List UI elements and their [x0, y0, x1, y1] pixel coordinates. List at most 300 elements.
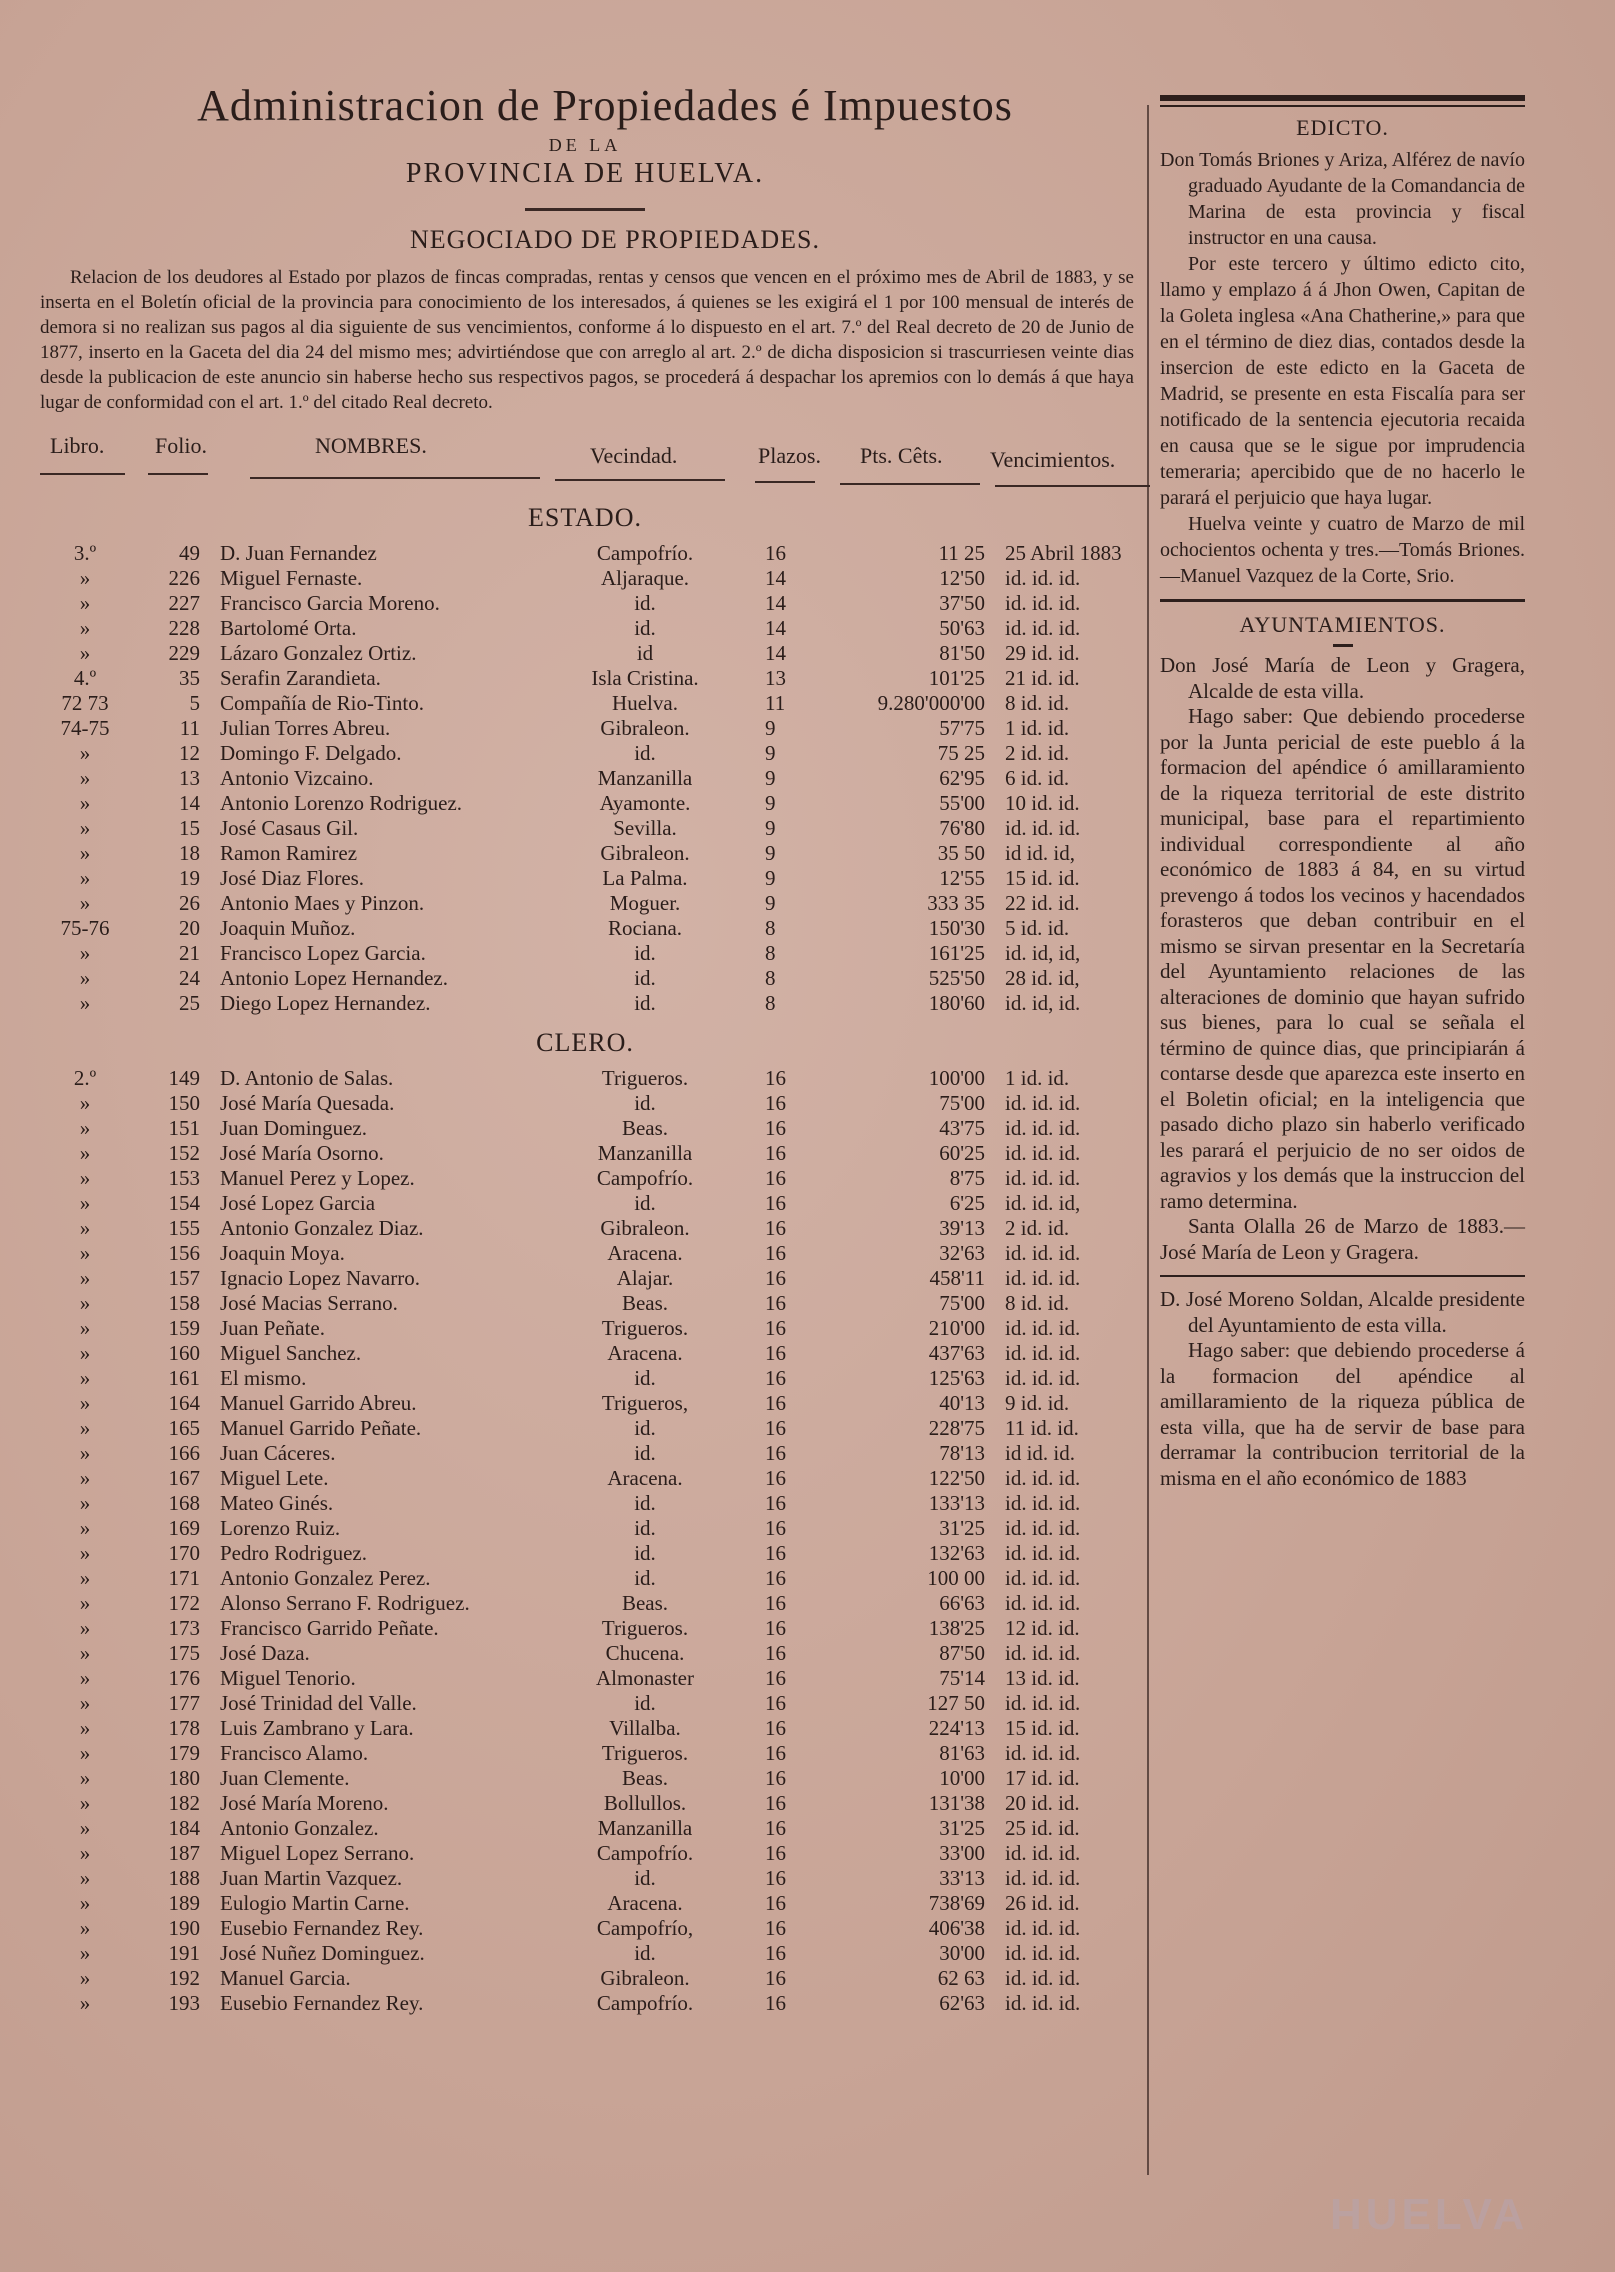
- nombre-cell: Lázaro Gonzalez Ortiz.: [220, 641, 417, 665]
- folio-cell: 160: [168, 1341, 200, 1365]
- pts-cell: 81'63: [939, 1741, 985, 1765]
- vencimiento-cell: 15 id. id.: [1005, 1716, 1080, 1740]
- vecindad-cell: id.: [634, 1366, 656, 1390]
- estado-heading: ESTADO.: [528, 503, 642, 532]
- libro-cell: »: [79, 1666, 91, 1690]
- pts-cell: 81'50: [939, 641, 985, 665]
- vecindad-cell: Aracena.: [607, 1241, 683, 1265]
- vecindad-cell: id.: [634, 591, 656, 615]
- libro-cell: »: [79, 641, 91, 665]
- plazos-cell: 9: [765, 766, 776, 790]
- table-row: [30, 1091, 1140, 1116]
- folio-cell: 166: [168, 1441, 200, 1465]
- table-row: [30, 1816, 1140, 1841]
- vencimiento-cell: 13 id. id.: [1005, 1666, 1080, 1690]
- vecindad-cell: Gibraleon.: [600, 716, 690, 740]
- plazos-cell: 16: [765, 1166, 786, 1190]
- plazos-cell: 8: [765, 916, 776, 940]
- nombre-cell: Juan Martin Vazquez.: [220, 1866, 403, 1890]
- plazos-cell: 16: [765, 1666, 786, 1690]
- nombre-cell: Ignacio Lopez Navarro.: [220, 1266, 420, 1290]
- table-row: [30, 1591, 1140, 1616]
- plazos-cell: 9: [765, 716, 776, 740]
- vecindad-cell: Sevilla.: [613, 816, 677, 840]
- table-row: [30, 1441, 1140, 1466]
- vencimiento-cell: 1 id. id.: [1005, 1066, 1070, 1090]
- vencimiento-cell: id. id. id.: [1005, 1316, 1081, 1340]
- plazos-cell: 16: [765, 1791, 786, 1815]
- vencimiento-cell: 11 id. id.: [1005, 1416, 1079, 1440]
- libro-cell: »: [79, 1241, 91, 1265]
- folio-cell: 182: [168, 1791, 200, 1815]
- vencimiento-cell: id. id. id.: [1005, 1241, 1081, 1265]
- folio-cell: 190: [168, 1916, 200, 1940]
- santa-olalla-signature: Santa Olalla 26 de Marzo de 1883.—José María de Leon y Gragera.: [1160, 1214, 1525, 1264]
- table-row: [30, 1516, 1140, 1541]
- nombre-cell: Francisco Lopez Garcia.: [220, 941, 426, 965]
- pts-cell: 738'69: [928, 1891, 985, 1915]
- pts-cell: 62 63: [937, 1966, 985, 1990]
- libro-cell: »: [79, 816, 91, 840]
- vencimiento-cell: 20 id. id.: [1005, 1791, 1080, 1815]
- plazos-cell: 16: [765, 1641, 786, 1665]
- plazos-cell: 9: [765, 866, 776, 890]
- pts-cell: 87'50: [939, 1641, 985, 1665]
- nombre-cell: Eusebio Fernandez Rey.: [220, 1916, 424, 1940]
- notice-divider: [1160, 1275, 1525, 1277]
- pts-cell: 32'63: [939, 1241, 985, 1265]
- nombre-cell: Juan Clemente.: [220, 1766, 350, 1790]
- folio-cell: 167: [168, 1466, 200, 1490]
- folio-cell: 226: [168, 566, 200, 590]
- vencimiento-cell: 12 id. id.: [1005, 1616, 1080, 1640]
- folio-cell: 170: [168, 1541, 200, 1565]
- folio-cell: 26: [179, 891, 200, 915]
- vencimiento-cell: id. id. id.: [1005, 1691, 1081, 1715]
- vencimiento-cell: 29 id. id.: [1005, 641, 1080, 665]
- folio-cell: 164: [168, 1391, 200, 1415]
- folio-cell: 165: [168, 1416, 200, 1440]
- pts-cell: 75'00: [939, 1291, 985, 1315]
- libro-cell: »: [79, 1966, 91, 1990]
- plazos-cell: 16: [765, 1191, 786, 1215]
- plazos-cell: 9: [765, 816, 776, 840]
- pts-cell: 62'95: [939, 766, 985, 790]
- libro-cell: »: [79, 941, 91, 965]
- pts-cell: 161'25: [928, 941, 985, 965]
- vecindad-cell: Manzanilla: [597, 1141, 693, 1165]
- nombre-cell: Diego Lopez Hernandez.: [220, 991, 431, 1015]
- vencimiento-cell: 2 id. id.: [1005, 1216, 1070, 1240]
- vencimiento-cell: id. id. id.: [1005, 1366, 1081, 1390]
- libro-cell: »: [79, 1366, 91, 1390]
- pts-cell: 525'50: [928, 966, 985, 990]
- libro-cell: »: [79, 1141, 91, 1165]
- vencimiento-cell: 25 Abril 1883: [1005, 541, 1122, 565]
- folio-cell: 157: [168, 1266, 200, 1290]
- folio-cell: 177: [168, 1691, 200, 1715]
- table-row: [30, 691, 1140, 716]
- libro-cell: »: [79, 1566, 91, 1590]
- plazos-cell: 16: [765, 1541, 786, 1565]
- plazos-cell: 16: [765, 1341, 786, 1365]
- libro-cell: »: [79, 741, 91, 765]
- vecindad-cell: Campofrío.: [596, 1166, 694, 1190]
- folio-cell: 14: [179, 791, 200, 815]
- vecindad-cell: Trigueros.: [601, 1616, 689, 1640]
- plazos-cell: 16: [765, 1841, 786, 1865]
- libro-cell: »: [79, 1491, 91, 1515]
- nombre-cell: Juan Dominguez.: [220, 1116, 367, 1140]
- pts-cell: 210'00: [928, 1316, 985, 1340]
- plazos-cell: 16: [765, 1941, 786, 1965]
- plazos-cell: 16: [765, 1316, 786, 1340]
- nombre-cell: Miguel Lopez Serrano.: [220, 1841, 415, 1865]
- nombre-cell: Francisco Garrido Peñate.: [220, 1616, 439, 1640]
- edicto-heading: EDICTO.: [1296, 115, 1389, 140]
- nombre-cell: Francisco Garcia Moreno.: [220, 591, 440, 615]
- vencimiento-cell: id. id. id.: [1005, 1341, 1081, 1365]
- nombre-cell: Bartolomé Orta.: [220, 616, 357, 640]
- vencimiento-cell: 2 id. id.: [1005, 741, 1070, 765]
- plazos-cell: 16: [765, 1091, 786, 1115]
- table-row: [30, 1491, 1140, 1516]
- title-connector: DE LA: [548, 135, 622, 155]
- plazos-cell: 16: [765, 1441, 786, 1465]
- watermark-logo: HUELVA: [1330, 2190, 1529, 2239]
- vecindad-cell: id.: [634, 1441, 656, 1465]
- vecindad-cell: id.: [634, 966, 656, 990]
- page-title: Administracion de Propiedades é Impuestos: [197, 81, 1013, 130]
- vecindad-cell: id.: [634, 1541, 656, 1565]
- folio-cell: 161: [168, 1366, 200, 1390]
- ayuntamientos-heading: AYUNTAMIENTOS.: [1239, 612, 1446, 637]
- plazos-cell: 16: [765, 1916, 786, 1940]
- folio-cell: 178: [168, 1716, 200, 1740]
- libro-cell: 4.º: [73, 666, 97, 690]
- plazos-cell: 16: [765, 1241, 786, 1265]
- header-rule: [148, 473, 208, 475]
- libro-cell: 3.º: [73, 541, 97, 565]
- pts-cell: 138'25: [928, 1616, 985, 1640]
- title-divider: [525, 208, 645, 211]
- nombre-cell: José Casaus Gil.: [220, 816, 359, 840]
- table-row: [30, 1241, 1140, 1266]
- vecindad-cell: Aracena.: [607, 1341, 683, 1365]
- folio-cell: 191: [168, 1941, 200, 1965]
- vencimiento-cell: id. id. id.: [1005, 1091, 1081, 1115]
- table-row: [30, 1766, 1140, 1791]
- pts-cell: 150'30: [928, 916, 985, 940]
- vencimiento-cell: id. id. id.: [1005, 1141, 1081, 1165]
- plazos-cell: 16: [765, 1391, 786, 1415]
- vecindad-cell: id.: [634, 1691, 656, 1715]
- table-header: [30, 423, 1140, 493]
- pts-cell: 66'63: [939, 1591, 985, 1615]
- table-row: [30, 1291, 1140, 1316]
- folio-cell: 189: [168, 1891, 200, 1915]
- table-row: [30, 1116, 1140, 1141]
- vecindad-cell: Gibraleon.: [600, 1216, 690, 1240]
- plazos-cell: 9: [765, 891, 776, 915]
- folio-cell: 156: [168, 1241, 200, 1265]
- folio-cell: 151: [168, 1116, 200, 1140]
- col-pts: Pts. Cêts.: [860, 443, 943, 468]
- vecindad-cell: Gibraleon.: [600, 1966, 690, 1990]
- vencimiento-cell: id. id. id.: [1005, 1916, 1081, 1940]
- table-row: [30, 716, 1140, 741]
- pts-cell: 8'75: [949, 1166, 985, 1190]
- libro-cell: »: [79, 1291, 91, 1315]
- vencimiento-cell: id. id, id,: [1005, 941, 1081, 965]
- plazos-cell: 16: [765, 1516, 786, 1540]
- table-row: [30, 1666, 1140, 1691]
- pts-cell: 76'80: [939, 816, 985, 840]
- nombre-cell: José María Quesada.: [220, 1091, 395, 1115]
- folio-cell: 21: [179, 941, 200, 965]
- vencimiento-cell: id id. id,: [1005, 841, 1076, 865]
- libro-cell: »: [79, 1116, 91, 1140]
- santa-olalla-text: Hago saber: Que debiendo procederse por la Junta pericial de este pueblo á la formacion del apéndice ó amillaramiento de la riqueza territorial de este distrito municipal, base para el repartimiento individual correspondiente al año económico de 1883 á 84, en su virtud prevengo á todos los vecinos y hacendados forasteros que deban contribuir en el mismo se sirvan presentar en la Secretaría del Ayuntamiento relaciones de las alteraciones de dominio que hayan sufrido sus bienes, para lo cual se señala el término de quince dias, que principiarán á contarse desde que aparezca este inserto en el Boletin oficial; en la inteligencia que pasado dicho plazo sin haberlo verificado les parará el perjuicio de no ser oidos de agravios y los demás que la instruccion del ramo determina.: [1160, 704, 1525, 1213]
- plazos-cell: 16: [765, 541, 786, 565]
- plazos-cell: 13: [765, 666, 786, 690]
- table-row: [30, 941, 1140, 966]
- table-row: [30, 816, 1140, 841]
- vencimiento-cell: id. id. id.: [1005, 566, 1081, 590]
- table-row: [30, 1341, 1140, 1366]
- libro-cell: »: [79, 1991, 91, 2015]
- pts-cell: 75'14: [939, 1666, 985, 1690]
- libro-cell: »: [79, 1191, 91, 1215]
- table-row: [30, 566, 1140, 591]
- folio-cell: 187: [168, 1841, 200, 1865]
- vencimiento-cell: 1 id. id.: [1005, 716, 1070, 740]
- pts-cell: 60'25: [939, 1141, 985, 1165]
- plazos-cell: 16: [765, 1216, 786, 1240]
- vecindad-cell: Rociana.: [607, 916, 683, 940]
- folio-cell: 176: [168, 1666, 200, 1690]
- libro-cell: »: [79, 966, 91, 990]
- vencimiento-cell: id id. id.: [1005, 1441, 1076, 1465]
- plazos-cell: 14: [765, 641, 786, 665]
- libro-cell: »: [79, 1641, 91, 1665]
- plazos-cell: 16: [765, 1991, 786, 2015]
- plazos-cell: 14: [765, 566, 786, 590]
- nombre-cell: Pedro Rodriguez.: [220, 1541, 367, 1565]
- col-plazos: Plazos.: [758, 443, 821, 468]
- libro-cell: »: [79, 1216, 91, 1240]
- nombre-cell: El mismo.: [220, 1366, 307, 1390]
- nombre-cell: D. Juan Fernandez: [220, 541, 377, 565]
- header-rule: [555, 479, 725, 481]
- vencimiento-cell: id. id. id.: [1005, 816, 1081, 840]
- table-row: [30, 1191, 1140, 1216]
- nombre-cell: Antonio Gonzalez Diaz.: [220, 1216, 424, 1240]
- libro-cell: »: [79, 1816, 91, 1840]
- folio-cell: 171: [168, 1566, 200, 1590]
- vencimiento-cell: id. id. id.: [1005, 591, 1081, 615]
- nombre-cell: Miguel Lete.: [220, 1466, 329, 1490]
- pts-cell: 57'75: [939, 716, 985, 740]
- plazos-cell: 16: [765, 1866, 786, 1890]
- pts-cell: 101'25: [928, 666, 985, 690]
- vecindad-cell: Bollullos.: [603, 1791, 687, 1815]
- table-row: [30, 641, 1140, 666]
- clero-heading: CLERO.: [536, 1028, 634, 1057]
- table-row: [30, 616, 1140, 641]
- libro-cell: »: [79, 791, 91, 815]
- vecindad-cell: Beas.: [621, 1291, 669, 1315]
- vecindad-cell: Trigueros.: [601, 1741, 689, 1765]
- ayuntamientos-body: [1160, 653, 1525, 1491]
- vencimiento-cell: id. id. id.: [1005, 1166, 1081, 1190]
- vecindad-cell: id: [636, 641, 654, 665]
- top-rule: [1160, 95, 1525, 101]
- plazos-cell: 16: [765, 1566, 786, 1590]
- pts-cell: 31'25: [939, 1516, 985, 1540]
- libro-cell: »: [79, 1441, 91, 1465]
- vecindad-cell: Isla Cristina.: [591, 666, 699, 690]
- edicto-body: [1160, 147, 1525, 589]
- table-row: [30, 1266, 1140, 1291]
- folio-cell: 168: [168, 1491, 200, 1515]
- table-row: [30, 1316, 1140, 1341]
- header-rule: [995, 485, 1150, 487]
- header-rule: [840, 483, 980, 485]
- nombre-cell: Antonio Gonzalez.: [220, 1816, 379, 1840]
- vecindad-cell: Villalba.: [609, 1716, 681, 1740]
- plazos-cell: 16: [765, 1966, 786, 1990]
- pts-cell: 55'00: [939, 791, 985, 815]
- nombre-cell: José María Osorno.: [220, 1141, 384, 1165]
- folio-cell: 192: [168, 1966, 200, 1990]
- pts-cell: 458'11: [929, 1266, 985, 1290]
- vencimiento-cell: 15 id. id.: [1005, 866, 1080, 890]
- heading-dash: [1333, 644, 1353, 647]
- pts-cell: 39'13: [939, 1216, 985, 1240]
- nombre-cell: Juan Peñate.: [220, 1316, 325, 1340]
- pts-cell: 131'38: [928, 1791, 985, 1815]
- table-row: [30, 1841, 1140, 1866]
- column-divider: [1147, 105, 1149, 2175]
- nombre-cell: Juan Cáceres.: [220, 1441, 336, 1465]
- vencimiento-cell: id. id. id.: [1005, 1966, 1081, 1990]
- table-row: [30, 1941, 1140, 1966]
- pts-cell: 125'63: [928, 1366, 985, 1390]
- libro-cell: »: [79, 1741, 91, 1765]
- folio-cell: 5: [189, 691, 200, 715]
- table-row: [30, 1366, 1140, 1391]
- folio-cell: 193: [168, 1991, 200, 2015]
- nombre-cell: Domingo F. Delgado.: [220, 741, 402, 765]
- pts-cell: 50'63: [939, 616, 985, 640]
- vencimiento-cell: id. id. id.: [1005, 1566, 1081, 1590]
- vencimiento-cell: id. id. id,: [1005, 1191, 1081, 1215]
- vecindad-cell: Trigueros.: [601, 1066, 689, 1090]
- nombre-cell: Miguel Tenorio.: [220, 1666, 356, 1690]
- libro-cell: »: [79, 841, 91, 865]
- libro-cell: »: [79, 1616, 91, 1640]
- libro-cell: »: [79, 1791, 91, 1815]
- pts-cell: 43'75: [939, 1116, 985, 1140]
- vecindad-cell: Trigueros.: [601, 1316, 689, 1340]
- plazos-cell: 16: [765, 1141, 786, 1165]
- folio-cell: 24: [179, 966, 200, 990]
- nombre-cell: Ramon Ramirez: [220, 841, 358, 865]
- folio-cell: 175: [168, 1641, 200, 1665]
- table-row: [30, 766, 1140, 791]
- col-nombres: NOMBRES.: [315, 433, 427, 458]
- plazos-cell: 16: [765, 1766, 786, 1790]
- folio-cell: 152: [168, 1141, 200, 1165]
- vencimiento-cell: id. id. id.: [1005, 1591, 1081, 1615]
- edicto-intro: Don Tomás Briones y Ariza, Alférez de navío graduado Ayudante de la Comandancia de Marina de esta provincia y fiscal instructor en una causa.: [1160, 149, 1525, 249]
- folio-cell: 25: [179, 991, 200, 1015]
- nombre-cell: Joaquin Moya.: [220, 1241, 345, 1265]
- vencimiento-cell: id. id. id.: [1005, 1991, 1081, 2015]
- section-divider: [1160, 599, 1525, 602]
- vecindad-cell: id.: [634, 1491, 656, 1515]
- libro-cell: »: [79, 1866, 91, 1890]
- pts-cell: 35 50: [937, 841, 985, 865]
- table-row: [30, 1966, 1140, 1991]
- plazos-cell: 14: [765, 591, 786, 615]
- nombre-cell: Miguel Fernaste.: [220, 566, 363, 590]
- table-row: [30, 916, 1140, 941]
- col-libro: Libro.: [50, 433, 105, 458]
- table-row: [30, 791, 1140, 816]
- vecindad-cell: Campofrío.: [596, 1991, 694, 2015]
- nombre-cell: Luis Zambrano y Lara.: [220, 1716, 414, 1740]
- libro-cell: »: [79, 1466, 91, 1490]
- vecindad-cell: Almonaster: [596, 1666, 694, 1690]
- table-row: [30, 866, 1140, 891]
- folio-cell: 20: [179, 916, 200, 940]
- libro-cell: »: [79, 1091, 91, 1115]
- pts-cell: 75 25: [937, 741, 985, 765]
- vencimiento-cell: 10 id. id.: [1005, 791, 1080, 815]
- folio-cell: 184: [168, 1816, 200, 1840]
- nombre-cell: Serafin Zarandieta.: [220, 666, 381, 690]
- folio-cell: 154: [168, 1191, 200, 1215]
- pts-cell: 100 00: [927, 1566, 985, 1590]
- moreno-soldan-text: Hago saber: que debiendo procederse á la formacion del apéndice al amillaramiento de la riqueza pública de esta villa, que ha de servir de base para derramar la contribucion territorial de la misma en el año económico de 1883: [1160, 1338, 1525, 1490]
- vecindad-cell: Chucena.: [605, 1641, 685, 1665]
- plazos-cell: 16: [765, 1616, 786, 1640]
- libro-cell: »: [79, 1341, 91, 1365]
- plazos-cell: 11: [765, 691, 786, 715]
- libro-cell: »: [79, 1916, 91, 1940]
- folio-cell: 15: [179, 816, 200, 840]
- plazos-cell: 9: [765, 841, 776, 865]
- vecindad-cell: Trigueros,: [601, 1391, 689, 1415]
- vencimiento-cell: id. id. id.: [1005, 1741, 1081, 1765]
- nombre-cell: Julian Torres Abreu.: [220, 716, 391, 740]
- plazos-cell: 16: [765, 1741, 786, 1765]
- vencimiento-cell: 6 id. id.: [1005, 766, 1070, 790]
- clero-table: [30, 1066, 1140, 2016]
- vecindad-cell: Beas.: [621, 1766, 669, 1790]
- propiedades-section: [30, 80, 1140, 2016]
- vecindad-cell: Aracena.: [607, 1466, 683, 1490]
- nombre-cell: Lorenzo Ruiz.: [220, 1516, 341, 1540]
- plazos-cell: 16: [765, 1266, 786, 1290]
- folio-cell: 11: [179, 716, 200, 740]
- nombre-cell: Antonio Lorenzo Rodriguez.: [220, 791, 463, 815]
- nombre-cell: Eusebio Fernandez Rey.: [220, 1991, 424, 2015]
- santa-olalla-intro: Don José María de Leon y Gragera, Alcalde de esta villa.: [1160, 653, 1525, 703]
- vencimiento-cell: 21 id. id.: [1005, 666, 1080, 690]
